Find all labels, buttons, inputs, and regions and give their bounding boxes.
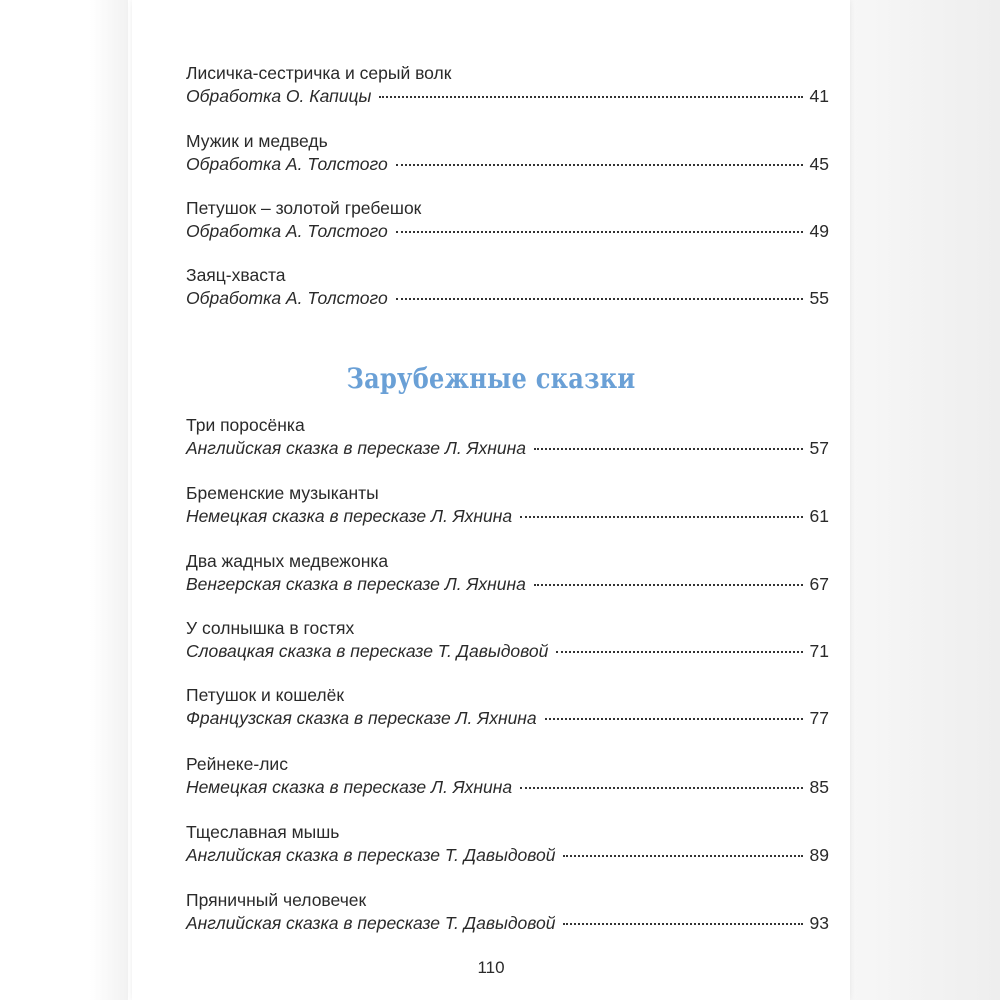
toc-entry-subtitle: Английская сказка в пересказе Т. Давыдовой	[186, 845, 556, 865]
toc-entry-subtitle: Английская сказка в пересказе Т. Давыдовой	[186, 913, 556, 933]
dot-leader	[520, 787, 803, 789]
toc-entry-title: Рейнеке-лис	[186, 754, 288, 774]
dot-leader	[396, 298, 803, 300]
toc-entry-page: 77	[809, 708, 829, 728]
toc-entry-subtitle: Английская сказка в пересказе Л. Яхнина	[186, 438, 527, 458]
dot-leader	[396, 164, 803, 166]
dot-leader	[534, 584, 803, 586]
toc-entry	[186, 684, 829, 730]
toc-entry-line	[186, 152, 829, 176]
toc-entry-page: 93	[809, 913, 829, 933]
toc-entry	[186, 617, 829, 663]
toc-entry-title: Бременские музыканты	[186, 483, 379, 503]
toc-entry-subtitle: Французская сказка в пересказе Л. Яхнина	[186, 708, 537, 728]
toc-entry-title: Лисичка-сестричка и серый волк	[186, 63, 452, 83]
toc-entry	[186, 62, 829, 108]
toc-entry-subtitle: Обработка А. Толстого	[186, 154, 388, 174]
toc-entry	[186, 482, 829, 528]
toc-entry-page: 71	[809, 641, 829, 661]
toc-entry-line	[186, 843, 829, 867]
toc-entry-page: 61	[809, 506, 829, 526]
toc-entry-line	[186, 219, 829, 243]
dot-leader	[545, 718, 803, 720]
toc-entry-title: Заяц-хваста	[186, 265, 286, 285]
toc-entry-page: 89	[809, 845, 829, 865]
toc-entry-line	[186, 911, 829, 935]
toc-entry-subtitle: Обработка А. Толстого	[186, 221, 388, 241]
toc-entry	[186, 197, 829, 243]
toc-entry-line	[186, 84, 829, 108]
toc-entry-line	[186, 286, 829, 310]
section-heading: Зарубежные сказки	[346, 362, 636, 395]
toc-entry-line	[186, 436, 829, 460]
toc-entry-subtitle: Обработка О. Капицы	[186, 86, 372, 106]
toc-entry-subtitle: Обработка А. Толстого	[186, 288, 388, 308]
dot-leader	[520, 516, 803, 518]
toc-entry-title: Мужик и медведь	[186, 131, 328, 151]
toc-entry-page: 67	[809, 574, 829, 594]
toc-entry-line	[186, 504, 829, 528]
toc-entry	[186, 753, 829, 799]
dot-leader	[563, 923, 803, 925]
toc-entry	[186, 821, 829, 867]
toc-entry-page: 49	[809, 221, 829, 241]
toc-entry	[186, 414, 829, 460]
dot-leader	[379, 96, 803, 98]
toc-entry-title: Петушок и кошелёк	[186, 685, 344, 705]
toc-entry-page: 41	[809, 86, 829, 106]
toc-entry	[186, 264, 829, 310]
toc-entry-title: Петушок – золотой гребешок	[186, 198, 422, 218]
toc-entry-title: Тщеславная мышь	[186, 822, 340, 842]
toc-entry-title: Три поросёнка	[186, 415, 305, 435]
dot-leader	[396, 231, 803, 233]
toc-entry	[186, 130, 829, 176]
toc-entry-subtitle: Словацкая сказка в пересказе Т. Давыдовой	[186, 641, 549, 661]
toc-entry-line	[186, 639, 829, 663]
toc-entry	[186, 889, 829, 935]
page-number: 110	[477, 958, 505, 977]
page-edge-left	[0, 0, 128, 1000]
dot-leader	[556, 651, 803, 653]
toc-entry-title: Пряничный человечек	[186, 890, 367, 910]
toc-entry-page: 55	[809, 288, 829, 308]
toc-entry	[186, 550, 829, 596]
toc-entry-line	[186, 775, 829, 799]
toc-entry-page: 57	[809, 438, 829, 458]
toc-entry-line	[186, 572, 829, 596]
toc-entry-title: Два жадных медвежонка	[186, 551, 389, 571]
toc-entry-line	[186, 706, 829, 730]
toc-entry-subtitle: Венгерская сказка в пересказе Л. Яхнина	[186, 574, 526, 594]
dot-leader	[563, 855, 803, 857]
toc-entry-subtitle: Немецкая сказка в пересказе Л. Яхнина	[186, 777, 513, 797]
toc-entry-title: У солнышка в гостях	[186, 618, 355, 638]
dot-leader	[534, 448, 803, 450]
toc-entry-page: 85	[809, 777, 829, 797]
toc-entry-subtitle: Немецкая сказка в пересказе Л. Яхнина	[186, 506, 513, 526]
toc-entry-page: 45	[809, 154, 829, 174]
page-edge-right	[850, 0, 1000, 1000]
